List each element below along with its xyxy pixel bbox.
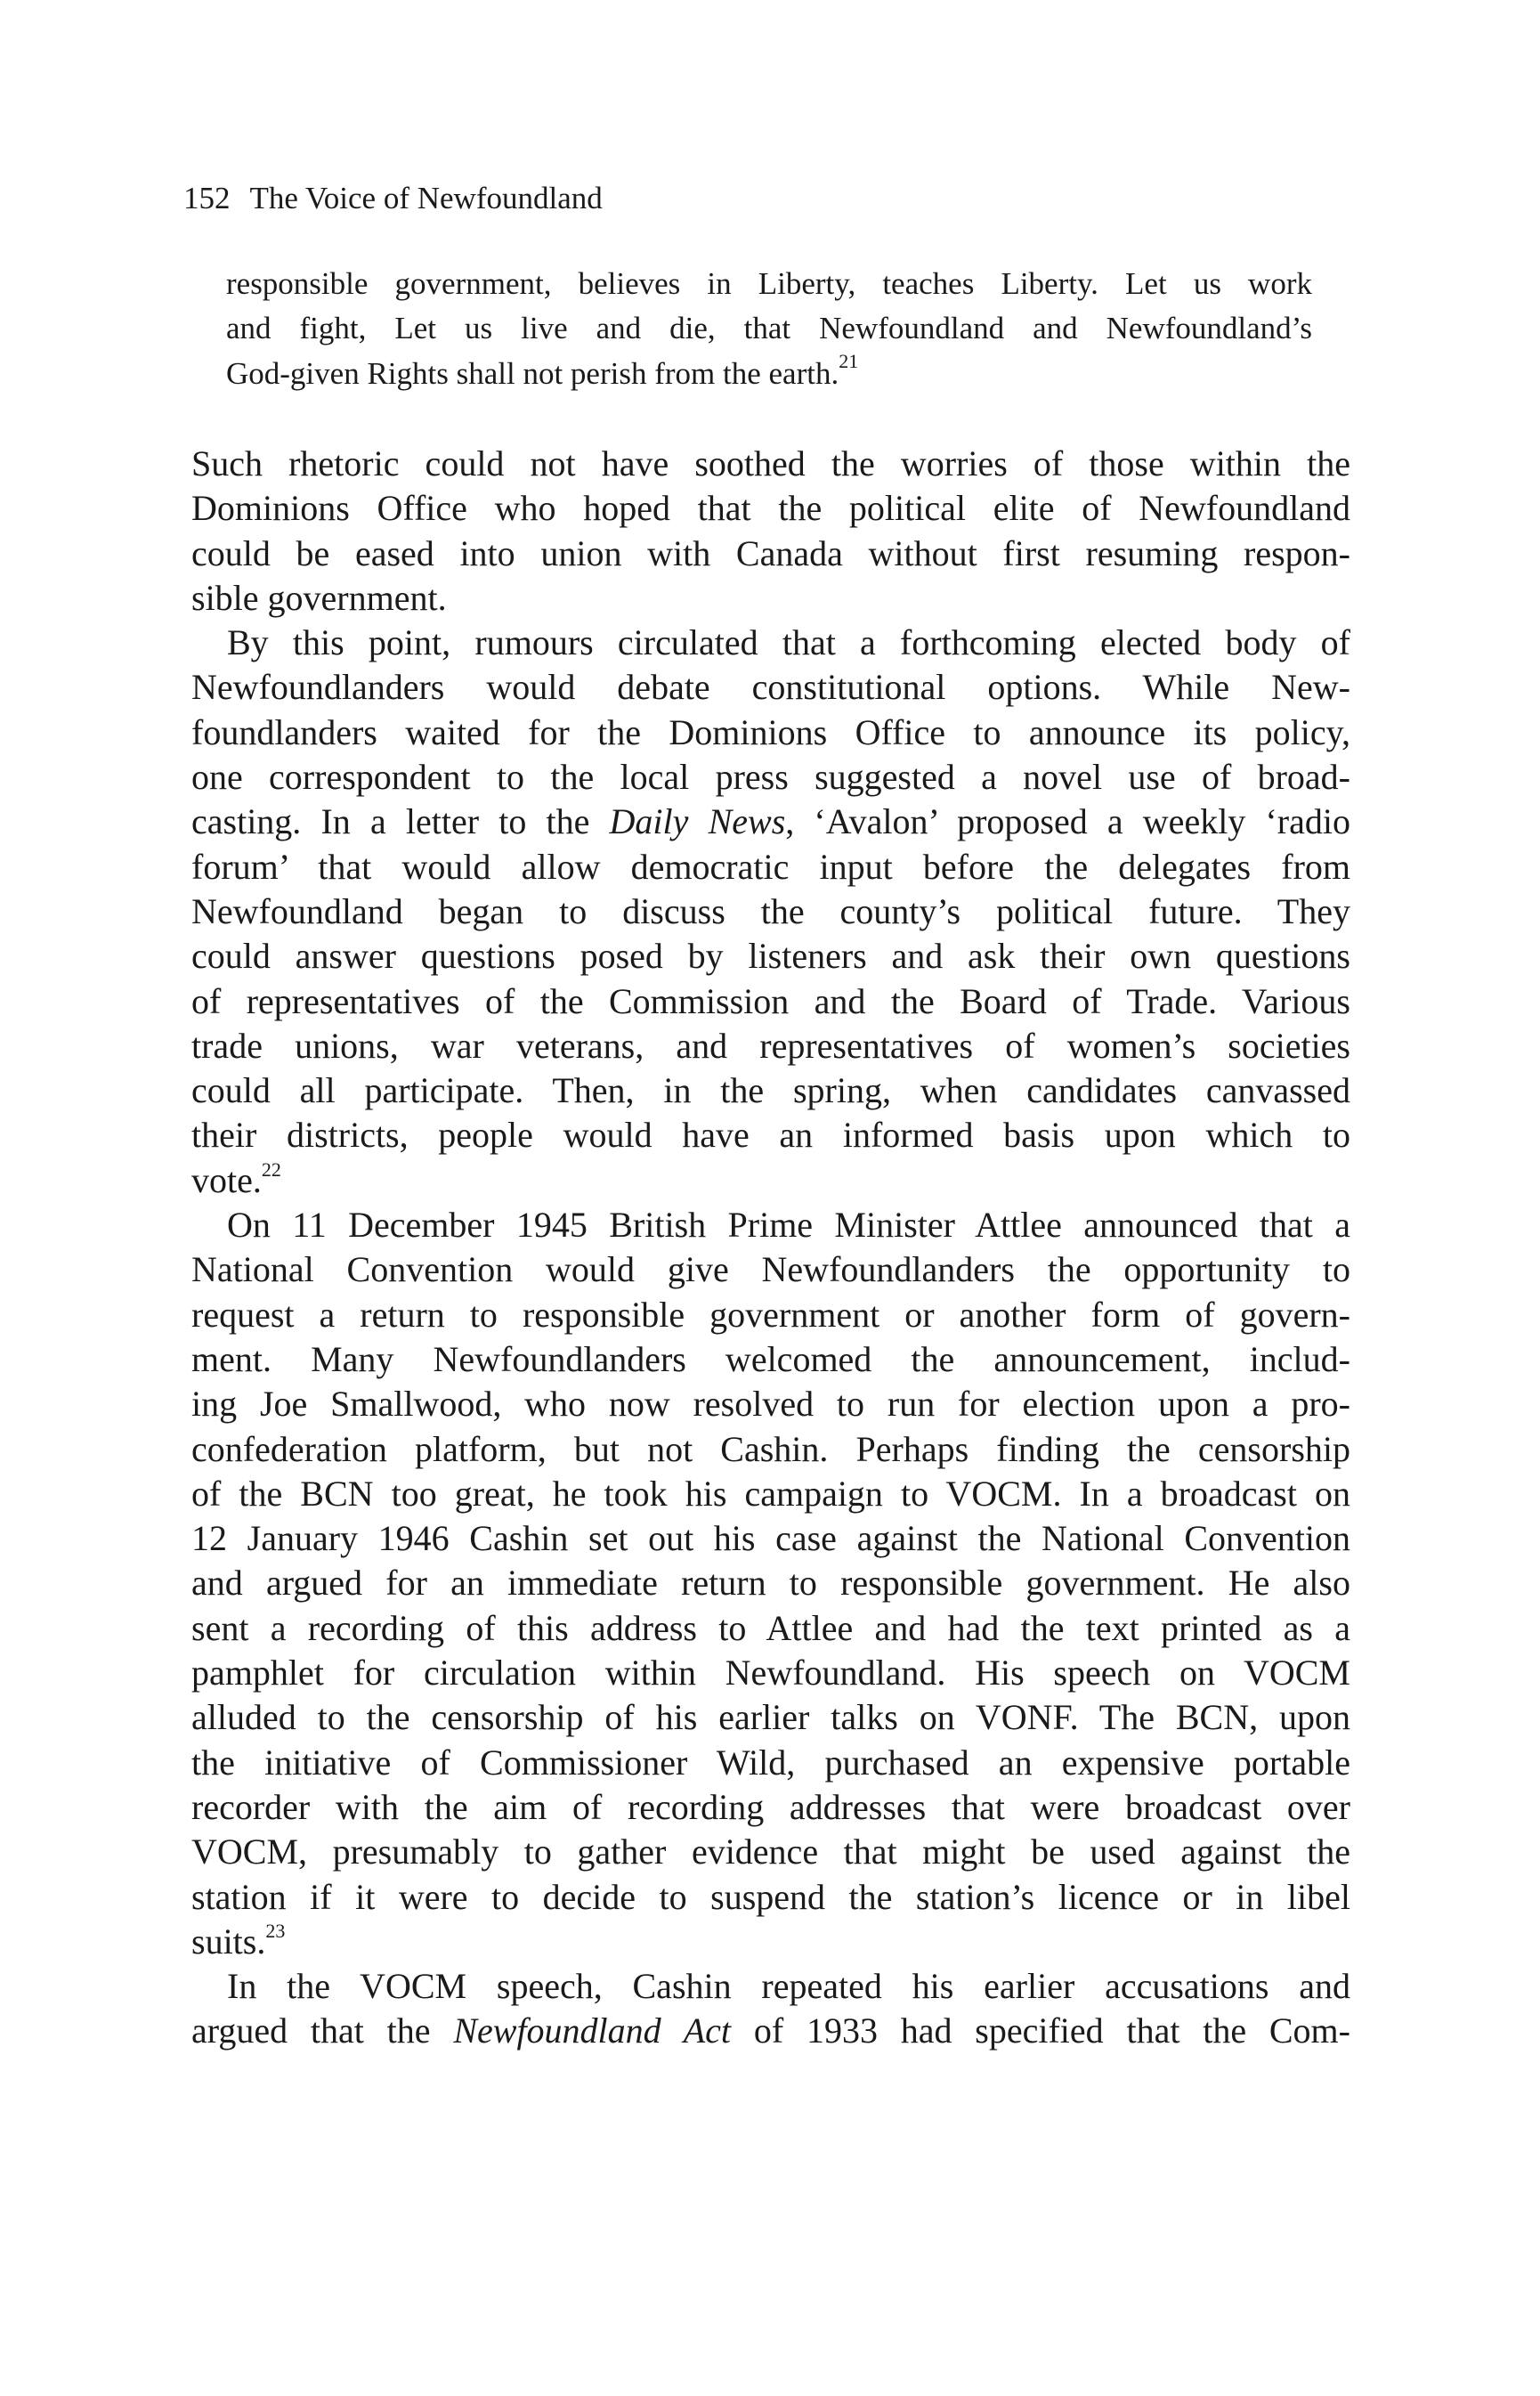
text-segment: suits. (191, 1921, 266, 1961)
text-segment: casting. In a letter to the (191, 801, 610, 842)
text-line: could answer questions posed by listeners and ask their own questions (191, 936, 1350, 977)
text-line: could all participate. Then, in the spring, when candidates canvassed (191, 1070, 1350, 1111)
text-line: recorder with the aim of recording addresses that were broadcast over (191, 1786, 1350, 1827)
text-line: of representatives of the Commission and the Board of Trade. Various (191, 980, 1350, 1021)
act-title: Newfoundland Act (453, 2010, 732, 2051)
paragraph (191, 1964, 1350, 2054)
text-line: of the BCN too great, he took his campaign to VOCM. In a broadcast on (191, 1473, 1350, 1514)
quote-line-text: God-given Rights shall not perish from the earth. (226, 355, 839, 391)
text-line: forum’ that would allow democratic input before the delegates from (191, 846, 1350, 887)
text-line (191, 800, 1350, 844)
text-line: Such rhetoric could not have soothed the worries of those within the (191, 443, 1350, 483)
quote-line: and fight, Let us live and die, that Newfoundland and Newfoundland’s (226, 311, 1312, 346)
text-segment: argued that the (191, 2010, 454, 2051)
text-line: Newfoundland began to discuss the county’s political future. They (191, 890, 1350, 931)
text-segment: , ‘Avalon’ proposed a weekly ‘radio (785, 801, 1350, 842)
paragraph (191, 621, 1350, 1203)
text-line: In the VOCM speech, Cashin repeated his earlier accusations and (227, 1966, 1350, 2007)
footnote-ref: 23 (265, 1919, 286, 1942)
paragraph (191, 442, 1350, 621)
text-line: foundlanders waited for the Dominions Office to announce its policy, (191, 711, 1350, 752)
text-line: and argued for an immediate return to responsible government. He also (191, 1563, 1350, 1604)
text-line: sent a recording of this address to Attlee and had the text printed as a (191, 1607, 1350, 1648)
text-line: By this point, rumours circulated that a forthcoming elected body of (227, 622, 1350, 663)
text-line: confederation platform, but not Cashin. Perhaps finding the censorship (191, 1428, 1350, 1469)
quote-line (226, 349, 1312, 396)
body-text (191, 442, 1350, 2054)
text-line: trade unions, war veterans, and representatives of women’s societies (191, 1025, 1350, 1066)
text-segment: vote. (191, 1159, 262, 1200)
text-segment: of 1933 had specified that the Com- (731, 2010, 1350, 2051)
text-line: On 11 December 1945 British Prime Minister Attlee announced that a (227, 1205, 1350, 1246)
text-line: sible government. (191, 577, 447, 618)
text-line: ing Joe Smallwood, who now resolved to run for election upon a pro- (191, 1384, 1350, 1425)
text-line: Newfoundlanders would debate constitutional options. While New- (191, 667, 1350, 708)
page-number: 152 (183, 181, 231, 215)
text-line: station if it were to decide to suspend the station’s licence or in libel (191, 1876, 1350, 1917)
text-line: alluded to the censorship of his earlier talks on VONF. The BCN, upon (191, 1697, 1350, 1738)
running-title: The Voice of Newfoundland (249, 181, 603, 215)
text-line: National Convention would give Newfoundlanders the opportunity to (191, 1249, 1350, 1290)
block-quote (226, 262, 1312, 396)
text-line: their districts, people would have an informed basis upon which to (191, 1115, 1350, 1156)
text-line: VOCM, presumably to gather evidence that might be used against the (191, 1832, 1350, 1872)
text-line: could be eased into union with Canada without first resuming respon- (191, 532, 1350, 573)
text-line (191, 1920, 1350, 1964)
text-line (191, 1158, 1350, 1203)
footnote-ref: 21 (839, 349, 859, 372)
footnote-ref: 22 (261, 1157, 281, 1181)
text-line: the initiative of Commissioner Wild, purchased an expensive portable (191, 1742, 1350, 1783)
text-line: ment. Many Newfoundlanders welcomed the announcement, includ- (191, 1338, 1350, 1379)
text-line (191, 2009, 1350, 2053)
text-line: 12 January 1946 Cashin set out his case against the National Convention (191, 1518, 1350, 1559)
running-header (183, 176, 603, 221)
text-line: request a return to responsible government or another form of govern- (191, 1294, 1350, 1335)
text-line: pamphlet for circulation within Newfoundland. His speech on VOCM (191, 1653, 1350, 1693)
newspaper-title: Daily News (609, 801, 786, 842)
text-line: one correspondent to the local press suggested a novel use of broad- (191, 757, 1350, 798)
text-line: Dominions Office who hoped that the political elite of Newfoundland (191, 488, 1350, 529)
paragraph (191, 1203, 1350, 1964)
quote-line: responsible government, believes in Liberty, teaches Liberty. Let us work (226, 266, 1312, 301)
